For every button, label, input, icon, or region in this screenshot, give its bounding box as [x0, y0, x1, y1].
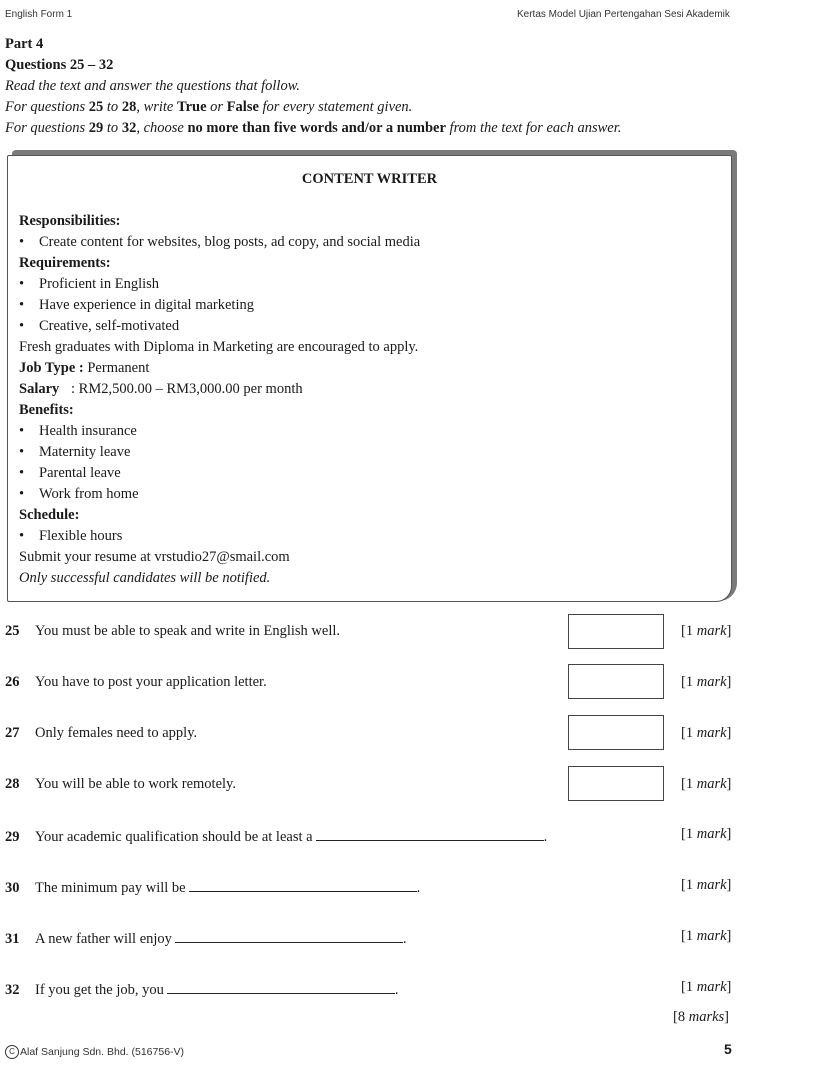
question-27: 27 Only females need to apply. [5, 725, 198, 741]
answer-blank-29[interactable] [316, 826, 544, 841]
benefit-item: • Maternity leave [19, 444, 131, 460]
job-advert-box [7, 155, 732, 602]
answer-box-26[interactable] [568, 664, 664, 699]
question-28: 28 You will be able to work remotely. [5, 776, 236, 792]
instruction-line-3: For questions 29 to 32, choose no more than five words and/or a number from the text for each answer. [5, 120, 622, 136]
answer-blank-32[interactable] [167, 979, 395, 994]
total-marks: [8 marks] [673, 1009, 730, 1025]
requirement-item: • Creative, self-motivated [19, 318, 180, 334]
instruction-line-2: For questions 25 to 28, write True or False for every statement given. [5, 99, 413, 115]
notice: Only successful candidates will be notified. [19, 570, 271, 586]
footer-publisher: C Alaf Sanjung Sdn. Bhd. (516756-V) [5, 1045, 184, 1059]
question-32: 32 If you get the job, you . [5, 979, 399, 999]
question-25: 25 You must be able to speak and write in English well. [5, 623, 341, 639]
benefit-item: • Parental leave [19, 465, 121, 481]
requirements-label: Requirements: [19, 255, 111, 271]
schedule-label: Schedule: [19, 507, 80, 523]
page-number: 5 [724, 1041, 732, 1057]
part-title: Part 4 [5, 36, 44, 52]
benefit-item: • Work from home [19, 486, 139, 502]
schedule-item: • Flexible hours [19, 528, 123, 544]
answer-box-25[interactable] [568, 614, 664, 649]
question-26: 26 You have to post your application letter. [5, 674, 267, 690]
instructions [5, 34, 830, 139]
header-subject: English Form 1 [5, 9, 73, 20]
question-29: 29 Your academic qualification should be at least a . [5, 826, 547, 846]
submit-instruction: Submit your resume at vrstudio27@smail.com [19, 549, 290, 565]
answer-box-28[interactable] [568, 766, 664, 801]
mark-26: [1 mark] [681, 674, 732, 690]
mark-25: [1 mark] [681, 623, 732, 639]
mark-29: [1 mark] [681, 826, 732, 842]
instruction-line-1: Read the text and answer the questions that follow. [5, 78, 300, 94]
advert-body [19, 211, 420, 589]
responsibilities-label: Responsibilities: [19, 213, 121, 229]
requirement-item: • Proficient in English [19, 276, 160, 292]
question-31: 31 A new father will enjoy . [5, 928, 407, 948]
answer-box-27[interactable] [568, 715, 664, 750]
answer-blank-30[interactable] [189, 877, 417, 892]
mark-28: [1 mark] [681, 776, 732, 792]
salary: Salary : RM2,500.00 – RM3,000.00 per month [19, 381, 303, 397]
responsibility-item: • Create content for websites, blog posts, ad copy, and social media [19, 234, 421, 250]
question-30: 30 The minimum pay will be . [5, 877, 420, 897]
copyright-icon: C [5, 1045, 19, 1059]
requirement-item: • Have experience in digital marketing [19, 297, 254, 313]
benefits-label: Benefits: [19, 402, 74, 418]
mark-27: [1 mark] [681, 725, 732, 741]
questions-range: Questions 25 – 32 [5, 57, 114, 73]
mark-31: [1 mark] [681, 928, 732, 944]
advert-title: CONTENT WRITER [301, 171, 438, 187]
header-paper-title: Kertas Model Ujian Pertengahan Sesi Akademik [517, 9, 730, 20]
fresh-graduates-note: Fresh graduates with Diploma in Marketing are encouraged to apply. [19, 339, 419, 355]
answer-blank-31[interactable] [175, 928, 403, 943]
mark-32: [1 mark] [681, 979, 732, 995]
mark-30: [1 mark] [681, 877, 732, 893]
benefit-item: • Health insurance [19, 423, 137, 439]
job-type: Job Type : Permanent [19, 360, 150, 376]
